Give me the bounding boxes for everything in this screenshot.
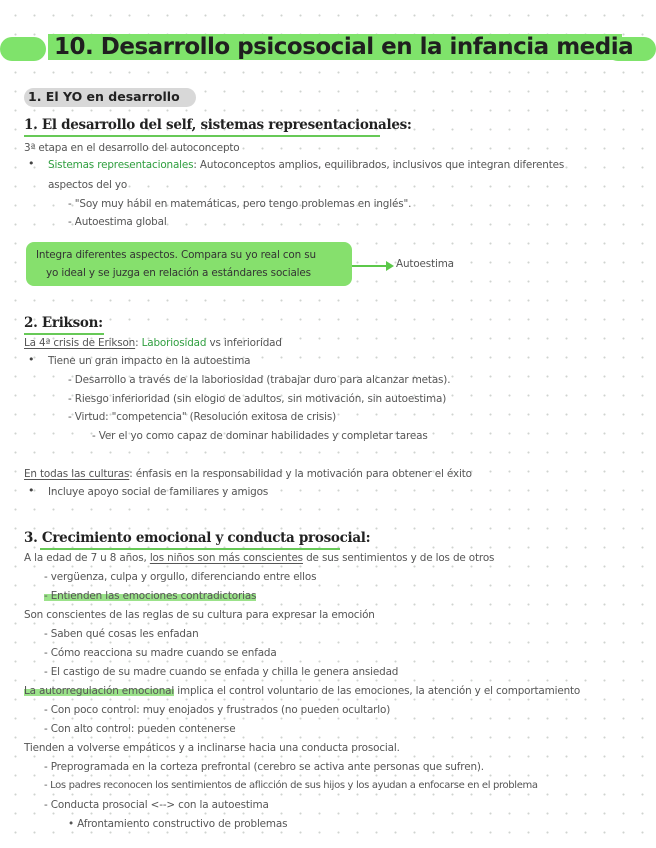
sub3-line3-rest: implica el control voluntario de las emociones, la atención y el comportamiento: [174, 685, 581, 697]
arrow-label: Autoestima: [396, 258, 454, 270]
sub3-dash1: - vergüenza, culpa y orgullo, diferenciando entre ellos: [44, 571, 317, 583]
title-bar-left: [0, 37, 46, 61]
arrow-line: [352, 265, 388, 267]
sub3-subbullet: • Afrontamiento constructivo de problemas: [68, 818, 288, 830]
sub2-heading-underline: [24, 333, 104, 335]
contradictory-emotions: - Entienden las emociones contradictorias: [44, 590, 257, 602]
sub2-line1-rest: vs inferioridad: [206, 337, 282, 349]
sub3-line3: [24, 685, 580, 697]
sub3-heading-underline: [40, 548, 340, 550]
sub1-heading-underline: [24, 135, 380, 137]
page-title: 10. Desarrollo psicosocial en la infancia media: [48, 34, 622, 60]
emotional-self-regulation: La autorregulación emocional: [24, 685, 175, 697]
sub3-dash9: - Los padres reconocen los sentimientos de aflicción de sus hijos y los ayudan a enfocarse en el problema: [44, 780, 538, 791]
section-heading: 1. El YO en desarrollo: [28, 89, 180, 104]
erikson-crisis: La 4ª crisis de Erikson: [24, 337, 136, 349]
bullet-dot: •: [28, 484, 35, 497]
sub3-dash2: [44, 590, 256, 602]
culture-rest: : énfasis en la responsabilidad y la motivación para obtener el éxito: [129, 468, 472, 480]
sub2-culture: [24, 468, 472, 480]
culture-underline: En todas las culturas: [24, 468, 130, 480]
box-line1: Integra diferentes aspectos. Compara su yo real con su: [36, 249, 316, 261]
sub1-bullet: [48, 159, 564, 171]
sub3-line1: [24, 552, 494, 564]
sub3-dash8: - Preprogramada en la corteza prefrontal (cerebro se activa ante personas que sufren).: [44, 761, 484, 773]
sub3-dash4: - Cómo reacciona su madre cuando se enfada: [44, 647, 277, 659]
sub3-dash10: - Conducta prosocial <--> con la autoestima: [44, 799, 269, 811]
sub1-bullet-text2: aspectos del yo: [48, 179, 128, 191]
sub1-bullet-text: : Autoconceptos amplios, equilibrados, inclusivos que integran diferentes: [193, 159, 565, 171]
laboriosidad: Laboriosidad: [141, 337, 207, 349]
sub3-dash7: - Con alto control: pueden contenerse: [44, 723, 236, 735]
arrow-right-icon: [386, 261, 394, 271]
sub2-line1: [24, 337, 282, 349]
sub3-dash3: - Saben qué cosas les enfadan: [44, 628, 199, 640]
sub1-line1: 3ª etapa en el desarrollo del autoconcepto: [24, 142, 240, 154]
sub3-line1-a: A la edad de 7 u 8 años,: [24, 552, 150, 564]
sub3-line1-underline: los niños son más conscientes: [149, 552, 303, 564]
sub2-sep: :: [135, 337, 142, 349]
sub2-bullet2: Incluye apoyo social de familiares y amigos: [48, 486, 269, 498]
sub1-dash2: - Autoestima global: [68, 216, 167, 228]
sub3-heading: 3. Crecimiento emocional y conducta prosocial:: [24, 530, 371, 546]
bullet-dot: •: [28, 353, 35, 366]
bullet-dot: •: [28, 157, 35, 170]
sub2-bullet1: Tiene un gran impacto en la autoestima: [48, 355, 251, 367]
sub1-bullet-green: Sistemas representacionales: [48, 159, 194, 171]
sub3-line1-b: de sus sentimientos y de los de otros: [302, 552, 495, 564]
sub2-dash2: - Riesgo inferioridad (sin elogio de adultos, sin motivación, sin autoestima): [68, 393, 447, 405]
sub2-heading: 2. Erikson:: [24, 315, 103, 331]
sub3-dash5: - El castigo de su madre cuando se enfada y chilla le genera ansiedad: [44, 666, 399, 678]
sub2-dash3: - Virtud: "competencia" (Resolución exitosa de crisis): [68, 411, 337, 423]
sub3-line2: Son conscientes de las reglas de su cultura para expresar la emoción: [24, 609, 375, 621]
sub1-heading: 1. El desarrollo del self, sistemas representacionales:: [24, 117, 412, 133]
sub3-dash6: - Con poco control: muy enojados y frustrados (no pueden ocultarlo): [44, 704, 391, 716]
sub3-line4: Tienden a volverse empáticos y a inclinarse hacia una conducta prosocial.: [24, 742, 400, 754]
sub2-dash4: - Ver el yo como capaz de dominar habilidades y completar tareas: [92, 430, 428, 442]
box-line2: yo ideal y se juzga en relación a estándares sociales: [46, 267, 311, 279]
sub2-dash1: - Desarrollo a través de la laboriosidad (trabajar duro para alcanzar metas).: [68, 374, 451, 386]
sub1-dash1: - "Soy muy hábil en matemáticas, pero tengo problemas en inglés".: [68, 198, 412, 210]
